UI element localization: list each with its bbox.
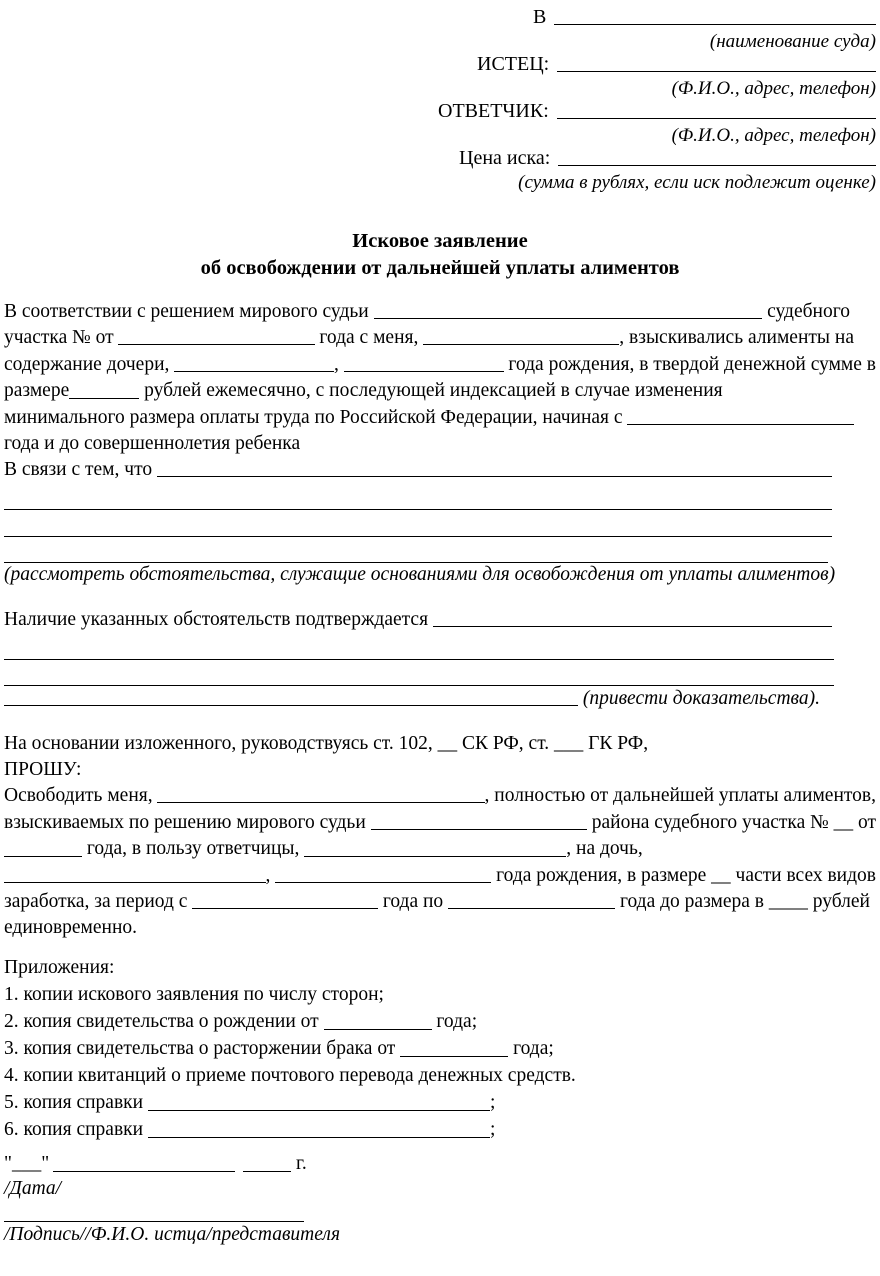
document-body xyxy=(4,299,876,1247)
blank-field xyxy=(53,1171,235,1172)
text-segment: года по xyxy=(377,891,449,913)
text-line xyxy=(4,863,876,889)
evidence-caption: (привести доказательства). xyxy=(577,688,820,710)
blank-line xyxy=(4,537,828,563)
text-segment: года; xyxy=(508,1037,554,1059)
paragraph-request xyxy=(4,731,876,942)
text-segment: года рождения, в размере __ части всех видов xyxy=(491,864,876,886)
blank-line xyxy=(4,660,834,686)
text-segment: , взыскивались алименты на xyxy=(619,327,854,349)
text-line xyxy=(4,405,854,431)
blank-field xyxy=(157,802,484,803)
blank-line xyxy=(4,633,834,659)
text-segment: взыскиваемых по решению мирового судьи xyxy=(4,811,371,833)
defendant-blank-line xyxy=(557,118,876,119)
text-line xyxy=(4,686,820,712)
circumstances-caption: (рассмотреть обстоятельства, служащие основаниями для освобождения от уплаты алиментов) xyxy=(4,564,836,586)
text-segment: В соответствии с решением мирового судьи xyxy=(4,301,374,322)
text-segment: , xyxy=(265,864,276,886)
document-title xyxy=(4,228,876,282)
blank-field xyxy=(148,1110,490,1111)
date-caption: /Дата/ xyxy=(4,1178,62,1200)
blank-field xyxy=(192,908,378,909)
blank-field xyxy=(448,908,615,909)
attachment-item xyxy=(4,1008,876,1035)
document-title-line1: Исковое заявление xyxy=(352,230,528,252)
text-line xyxy=(4,299,850,325)
text-line: единовременно. xyxy=(4,917,138,939)
paragraph-evidence xyxy=(4,607,876,713)
court-prefix: В xyxy=(533,6,547,28)
text-segment: Наличие указанных обстоятельств подтверждается xyxy=(4,609,433,631)
plaintiff-label: ИСТЕЦ: xyxy=(477,53,550,75)
text-segment: 3. копия свидетельства о расторжении брака от xyxy=(4,1037,401,1059)
request-heading: ПРОШУ: xyxy=(4,759,82,781)
blank-field xyxy=(174,371,334,372)
text-segment: 2. копия свидетельства о рождении от xyxy=(4,1010,324,1032)
blank-field xyxy=(304,856,566,857)
court-blank-line xyxy=(554,24,876,25)
text-line xyxy=(4,325,854,351)
text-line xyxy=(4,352,876,378)
date-quotes: "___" xyxy=(4,1152,50,1174)
text-segment: В связи с тем, что xyxy=(4,459,157,481)
text-segment: года с меня, xyxy=(314,327,424,349)
text-line xyxy=(4,836,876,862)
text-segment: ; xyxy=(489,1091,496,1113)
court-caption: (наименование суда) xyxy=(709,30,876,52)
text-segment: 6. копия справки xyxy=(4,1118,148,1140)
text-segment: 5. копия справки xyxy=(4,1091,148,1113)
text-line: На основании изложенного, руководствуясь ст. 102, __ СК РФ, ст. ___ ГК РФ, xyxy=(4,732,649,754)
text-line xyxy=(4,378,876,404)
blank-field xyxy=(423,344,619,345)
claim-price-blank-line xyxy=(558,165,876,166)
text-segment: года; xyxy=(431,1010,478,1032)
attachment-item xyxy=(4,1116,876,1143)
blank-field xyxy=(243,1171,291,1172)
blank-field xyxy=(374,318,763,319)
blank-field xyxy=(344,371,504,372)
text-line xyxy=(4,810,876,836)
text-line xyxy=(4,889,870,915)
plaintiff-blank-line xyxy=(557,71,876,72)
blank-line xyxy=(4,484,832,510)
text-segment: года рождения, в твердой денежной сумме в xyxy=(503,353,876,375)
blank-field xyxy=(433,626,832,627)
text-segment: района судебного участка № __ от xyxy=(586,811,876,833)
claim-price-label: Цена иска: xyxy=(459,147,551,169)
text-line xyxy=(4,783,876,809)
paragraph-intro xyxy=(4,299,876,587)
text-line xyxy=(4,607,832,633)
blank-field xyxy=(157,476,832,477)
claim-price-row xyxy=(459,147,876,171)
attachments-section xyxy=(4,954,876,1143)
text-segment: рублей ежемесячно, с последующей индексацией в случае изменения xyxy=(139,380,723,402)
blank-field xyxy=(69,398,139,399)
document-title-line2: об освобождении от дальнейшей уплаты алиментов xyxy=(200,257,680,279)
text-segment: содержание дочери, xyxy=(4,353,175,375)
text-segment: заработка, за период с xyxy=(4,891,193,913)
plaintiff-caption: (Ф.И.О., адрес, телефон) xyxy=(671,77,876,99)
blank-line xyxy=(4,510,832,536)
text-line xyxy=(4,457,832,483)
defendant-label: ОТВЕТЧИК: xyxy=(438,100,549,122)
attachment-item xyxy=(4,1035,876,1062)
court-row xyxy=(533,6,876,30)
text-segment: Освободить меня, xyxy=(4,785,158,807)
claim-price-caption: (сумма в рублях, если иск подлежит оценке) xyxy=(518,171,876,193)
blank-field xyxy=(275,882,491,883)
date-line xyxy=(4,1151,876,1177)
attachment-item: 1. копии искового заявления по числу сторон; xyxy=(4,983,384,1005)
text-segment: , на дочь, xyxy=(566,838,643,860)
text-segment: участка № от xyxy=(4,327,119,349)
attachment-item xyxy=(4,1089,876,1116)
attachments-heading: Приложения: xyxy=(4,956,115,978)
text-segment: , xyxy=(334,353,344,375)
date-signature-section xyxy=(4,1151,876,1247)
blank-field xyxy=(118,344,314,345)
blank-field xyxy=(4,856,82,857)
attachment-item: 4. копии квитанций о приеме почтового перевода денежных средств. xyxy=(4,1064,576,1086)
defendant-row xyxy=(438,100,876,124)
blank-field xyxy=(400,1056,508,1057)
defendant-caption: (Ф.И.О., адрес, телефон) xyxy=(671,124,876,146)
blank-field xyxy=(324,1029,432,1030)
plaintiff-row xyxy=(477,53,876,77)
text-segment: ; xyxy=(489,1118,496,1140)
text-segment: г. xyxy=(291,1152,307,1174)
blank-field xyxy=(148,1137,490,1138)
text-line: года и до совершеннолетия ребенка xyxy=(4,433,301,455)
court-header xyxy=(4,6,876,194)
blank-field xyxy=(627,424,854,425)
text-segment: минимального размера оплаты труда по Российской Федерации, начиная с xyxy=(4,406,628,428)
text-segment: , полностью от дальнейшей уплаты алиментов, xyxy=(484,785,876,807)
text-segment: судебного xyxy=(762,301,850,322)
signature-caption: /Подпись//Ф.И.О. истца/представителя xyxy=(4,1224,341,1246)
blank-field xyxy=(4,882,266,883)
blank-field xyxy=(4,705,578,706)
text-segment: размере xyxy=(4,380,70,402)
text-segment: года, в пользу ответчицы, xyxy=(82,838,305,860)
text-segment: года до размера в ____ рублей xyxy=(615,891,870,913)
blank-field xyxy=(371,829,587,830)
